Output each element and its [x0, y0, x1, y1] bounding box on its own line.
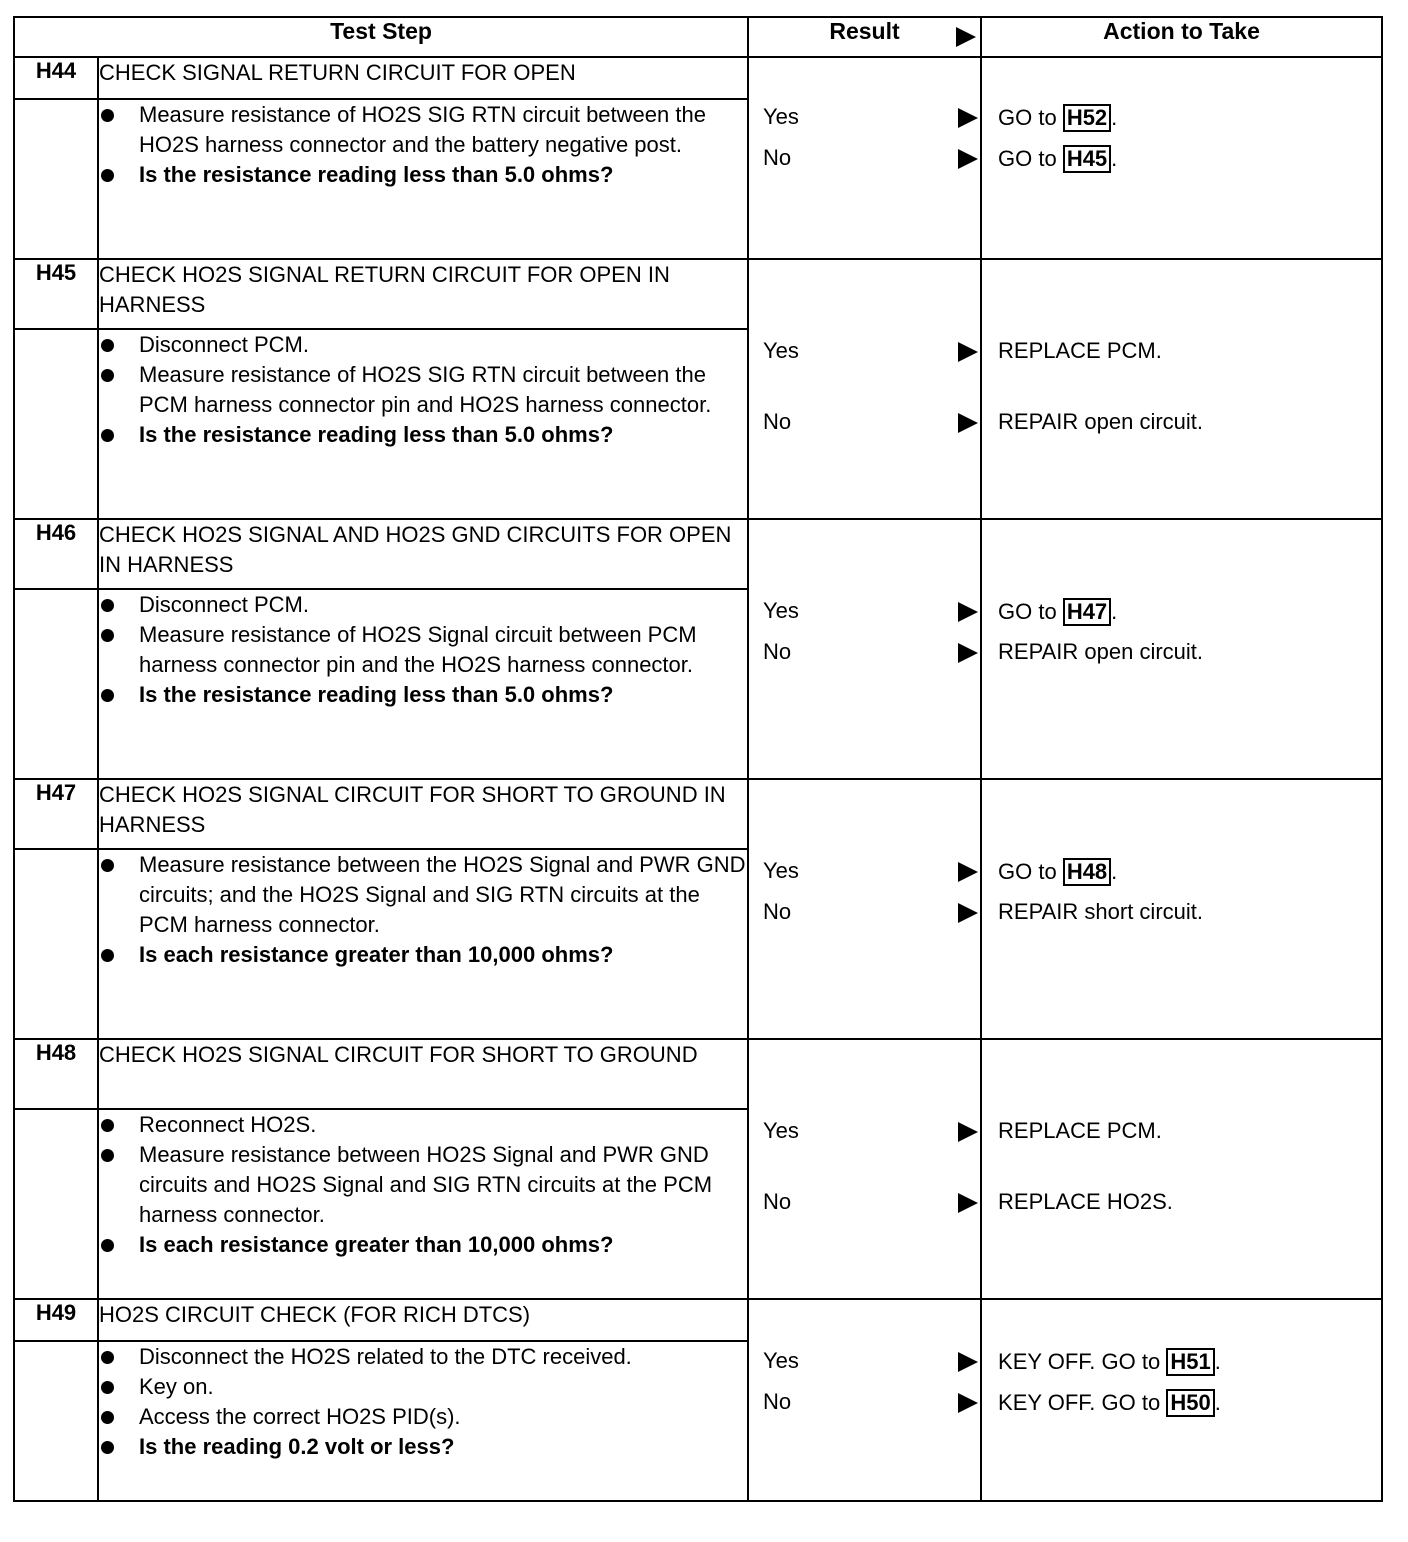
action-yes-suffix: .	[1111, 599, 1118, 624]
result-no	[763, 1189, 978, 1215]
step-reference-link[interactable]: H48	[1063, 858, 1111, 886]
action-no	[998, 899, 1203, 925]
arrow-right-icon	[958, 1352, 978, 1372]
result-yes-label: Yes	[763, 858, 799, 883]
action-cell	[981, 1299, 1382, 1501]
instruction-bullet: Reconnect HO2S.	[99, 1110, 747, 1140]
action-no	[998, 639, 1203, 665]
step-id: H48	[14, 1039, 98, 1109]
instruction-bullet: Disconnect PCM.	[99, 330, 747, 360]
step-title-row	[14, 57, 1382, 99]
arrow-right-icon	[958, 643, 978, 663]
action-yes-text: KEY OFF. GO to	[998, 1349, 1167, 1374]
action-no-text: REPAIR short circuit.	[998, 899, 1203, 924]
result-no-label: No	[763, 639, 792, 664]
action-cell	[981, 57, 1382, 259]
step-reference-link[interactable]: H50	[1166, 1389, 1214, 1417]
action-no	[998, 409, 1203, 435]
step-instructions	[98, 589, 748, 779]
result-no	[763, 899, 978, 925]
header-test-step: Test Step	[14, 17, 748, 57]
arrow-right-icon	[958, 413, 978, 433]
arrow-right-icon	[956, 27, 976, 47]
step-instructions	[98, 1341, 748, 1501]
step-title-row	[14, 779, 1382, 849]
step-title: CHECK HO2S SIGNAL AND HO2S GND CIRCUITS FOR OPEN IN HARNESS	[98, 519, 748, 589]
result-yes	[763, 1348, 978, 1374]
result-yes	[763, 1118, 978, 1144]
action-no-text: REPAIR open circuit.	[998, 409, 1204, 434]
action-yes	[998, 858, 1117, 886]
arrow-right-icon	[958, 1122, 978, 1142]
arrow-right-icon	[958, 862, 978, 882]
instruction-bullet: Measure resistance of HO2S Signal circuit between PCM harness connector pin and the HO2S harness connector.	[99, 620, 747, 680]
step-title: CHECK HO2S SIGNAL CIRCUIT FOR SHORT TO GROUND IN HARNESS	[98, 779, 748, 849]
result-cell	[748, 1039, 981, 1299]
step-reference-link[interactable]: H45	[1063, 145, 1111, 173]
arrow-right-icon	[958, 1393, 978, 1413]
step-instructions	[98, 329, 748, 519]
result-yes	[763, 104, 978, 130]
action-yes-text: GO to	[998, 859, 1063, 884]
result-no-label: No	[763, 409, 792, 434]
step-title-row	[14, 259, 1382, 329]
step-title-row	[14, 519, 1382, 589]
step-title: CHECK SIGNAL RETURN CIRCUIT FOR OPEN	[98, 57, 748, 99]
action-yes-suffix: .	[1111, 859, 1118, 884]
step-title-row	[14, 1039, 1382, 1109]
step-title: HO2S CIRCUIT CHECK (FOR RICH DTCS)	[98, 1299, 748, 1341]
action-no-text: REPLACE HO2S.	[998, 1189, 1173, 1214]
header-row	[14, 17, 1382, 57]
step-id-spacer	[14, 1109, 98, 1299]
result-yes-label: Yes	[763, 338, 799, 363]
action-cell	[981, 1039, 1382, 1299]
instruction-bullet: Disconnect PCM.	[99, 590, 747, 620]
action-no-text: REPAIR open circuit.	[998, 639, 1204, 664]
result-no-label: No	[763, 145, 792, 170]
step-instructions	[98, 1109, 748, 1299]
arrow-right-icon	[958, 602, 978, 622]
action-yes-text: REPLACE PCM.	[998, 338, 1162, 363]
step-title-row	[14, 1299, 1382, 1341]
result-no	[763, 145, 978, 171]
instruction-bullet: Key on.	[99, 1372, 747, 1402]
action-cell	[981, 779, 1382, 1039]
result-yes-label: Yes	[763, 1348, 799, 1373]
step-id: H49	[14, 1299, 98, 1341]
step-id-spacer	[14, 589, 98, 779]
result-no	[763, 1389, 978, 1415]
step-instructions	[98, 849, 748, 1039]
step-reference-link[interactable]: H52	[1063, 104, 1111, 132]
action-no-suffix: .	[1111, 146, 1118, 171]
arrow-right-icon	[958, 342, 978, 362]
action-cell	[981, 259, 1382, 519]
result-cell	[748, 57, 981, 259]
step-question: Is the reading 0.2 volt or less?	[99, 1432, 747, 1462]
table-body	[14, 57, 1382, 1501]
action-yes	[998, 1118, 1162, 1144]
step-id-spacer	[14, 1341, 98, 1501]
action-yes-suffix: .	[1111, 105, 1118, 130]
result-cell	[748, 779, 981, 1039]
action-yes-text: GO to	[998, 599, 1063, 624]
diagnostic-table-page	[13, 16, 1381, 1502]
result-yes	[763, 858, 978, 884]
step-question: Is the resistance reading less than 5.0 ohms?	[99, 160, 747, 190]
step-question: Is the resistance reading less than 5.0 ohms?	[99, 680, 747, 710]
action-yes	[998, 338, 1162, 364]
action-no-text: KEY OFF. GO to	[998, 1390, 1167, 1415]
action-yes-suffix: .	[1214, 1349, 1221, 1374]
step-id-spacer	[14, 329, 98, 519]
action-no	[998, 1389, 1221, 1417]
action-yes	[998, 1348, 1221, 1376]
result-cell	[748, 519, 981, 779]
step-question: Is each resistance greater than 10,000 ohms?	[99, 1230, 747, 1260]
result-no	[763, 409, 978, 435]
step-question: Is the resistance reading less than 5.0 ohms?	[99, 420, 747, 450]
result-no-label: No	[763, 1189, 792, 1214]
arrow-right-icon	[958, 149, 978, 169]
arrow-right-icon	[958, 903, 978, 923]
header-result-label: Result	[829, 18, 900, 44]
instruction-bullet: Measure resistance of HO2S SIG RTN circuit between the PCM harness connector pin and HO2S harness connector.	[99, 360, 747, 420]
step-id: H46	[14, 519, 98, 589]
arrow-right-icon	[958, 108, 978, 128]
step-id: H44	[14, 57, 98, 99]
result-yes	[763, 598, 978, 624]
pinpoint-test-table	[13, 16, 1383, 1502]
action-no-suffix: .	[1214, 1390, 1221, 1415]
action-yes-text: GO to	[998, 105, 1063, 130]
result-cell	[748, 259, 981, 519]
step-id-spacer	[14, 849, 98, 1039]
instruction-bullet: Disconnect the HO2S related to the DTC received.	[99, 1342, 747, 1372]
step-title: CHECK HO2S SIGNAL RETURN CIRCUIT FOR OPEN IN HARNESS	[98, 259, 748, 329]
step-reference-link[interactable]: H51	[1166, 1348, 1214, 1376]
header-result	[748, 17, 981, 57]
arrow-right-icon	[958, 1193, 978, 1213]
step-title: CHECK HO2S SIGNAL CIRCUIT FOR SHORT TO GROUND	[98, 1039, 748, 1109]
result-yes-label: Yes	[763, 598, 799, 623]
instruction-bullet: Measure resistance between the HO2S Signal and PWR GND circuits; and the HO2S Signal and SIG RTN circuits at the PCM harness connector.	[99, 850, 747, 940]
result-no-label: No	[763, 1389, 792, 1414]
step-question: Is each resistance greater than 10,000 ohms?	[99, 940, 747, 970]
result-yes-label: Yes	[763, 104, 799, 129]
action-no	[998, 1189, 1173, 1215]
result-no	[763, 639, 978, 665]
action-yes-text: REPLACE PCM.	[998, 1118, 1162, 1143]
instruction-bullet: Measure resistance between HO2S Signal and PWR GND circuits and HO2S Signal and SIG RTN circuits at the PCM harness connector.	[99, 1140, 747, 1230]
action-no	[998, 145, 1117, 173]
action-no-text: GO to	[998, 146, 1063, 171]
action-cell	[981, 519, 1382, 779]
action-yes	[998, 598, 1117, 626]
instruction-bullet: Measure resistance of HO2S SIG RTN circuit between the HO2S harness connector and the battery negative post.	[99, 100, 747, 160]
step-reference-link[interactable]: H47	[1063, 598, 1111, 626]
result-yes-label: Yes	[763, 1118, 799, 1143]
result-yes	[763, 338, 978, 364]
step-id: H45	[14, 259, 98, 329]
step-id: H47	[14, 779, 98, 849]
header-action: Action to Take	[981, 17, 1382, 57]
result-cell	[748, 1299, 981, 1501]
action-yes	[998, 104, 1117, 132]
result-no-label: No	[763, 899, 792, 924]
step-instructions	[98, 99, 748, 259]
instruction-bullet: Access the correct HO2S PID(s).	[99, 1402, 747, 1432]
step-id-spacer	[14, 99, 98, 259]
